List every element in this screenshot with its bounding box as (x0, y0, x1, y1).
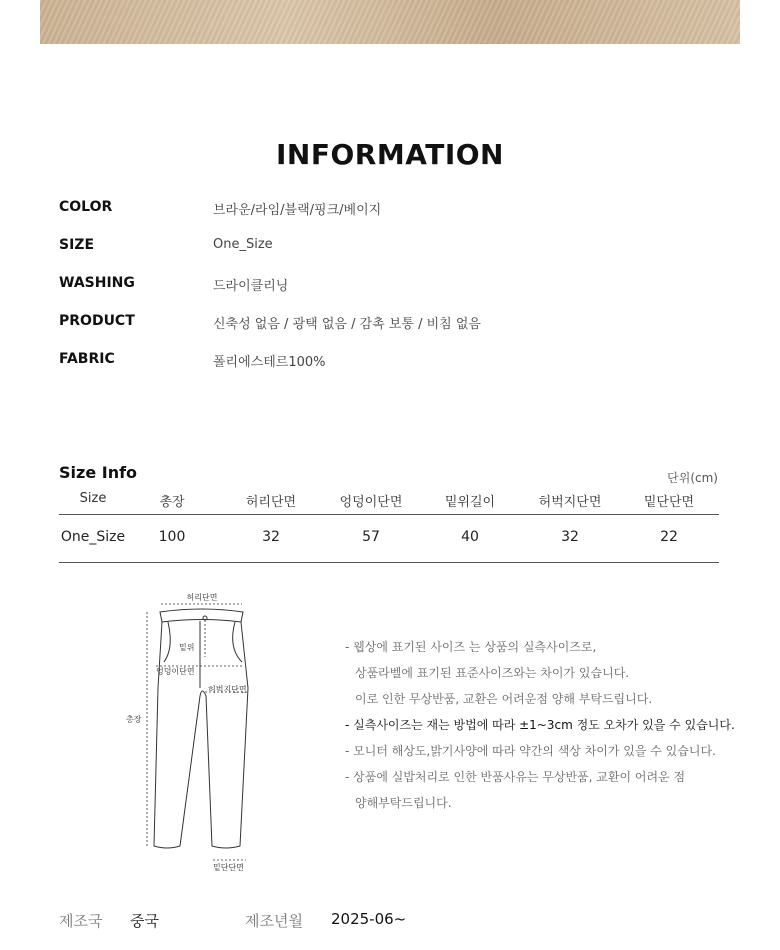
header-cell: 허리단면 (245, 495, 297, 510)
hem-label: 밑단단면 (213, 863, 244, 872)
info-value: 브라운/라임/블랙/핑크/베이지 (213, 203, 382, 218)
header-cell: 총장 (159, 495, 185, 510)
header-cell: 엉덩이단면 (339, 495, 403, 510)
info-label: WASHING (59, 275, 135, 291)
note-line: - 웹상에 표기된 사이즈 는 상품의 실측사이즈로, (345, 640, 597, 654)
unit-label: 단위(cm) (667, 471, 718, 485)
size-info-title: Size Info (59, 463, 138, 482)
size-table-header (59, 488, 719, 515)
table-cell: 40 (461, 529, 479, 545)
info-value: 드라이클리닝 (213, 279, 289, 294)
information-title: INFORMATION (276, 138, 504, 171)
note-line: - 모니터 해상도,밝기사양에 따라 약간의 색상 차이가 있을 수 있습니다. (345, 744, 716, 758)
table-cell: 100 (158, 529, 186, 545)
size-table (59, 488, 719, 563)
country-value: 중국 (130, 912, 159, 930)
pants-measurement-diagram (120, 588, 270, 878)
info-label: FABRIC (59, 351, 115, 367)
table-cell: 57 (362, 529, 380, 545)
pants-outline (154, 609, 248, 848)
header-cell: 허벅지단면 (538, 495, 602, 510)
table-row (59, 515, 719, 563)
country-label: 제조국 (59, 912, 103, 930)
note-line: 양해부탁드립니다. (355, 796, 452, 810)
rise-label: 밑위 (179, 643, 195, 652)
notes-list (345, 638, 765, 820)
length-label: 총장 (126, 715, 142, 724)
table-cell: One_Size (60, 529, 126, 545)
info-value: 신축성 없음 / 광택 없음 / 감촉 보통 / 비침 없음 (213, 317, 481, 332)
date-label: 제조년월 (245, 912, 303, 930)
header-cell: 밑위길이 (444, 495, 496, 510)
waist-label: 허리단면 (186, 593, 218, 602)
table-cell: 32 (561, 529, 579, 545)
note-line: - 상품에 실밥처리로 인한 반품사유는 무상반품, 교환이 어려운 점 (345, 770, 686, 784)
note-line-emphasis: - 실측사이즈는 재는 방법에 따라 ±1~3cm 정도 오차가 있을 수 있습니다. (345, 718, 735, 732)
header-cell: Size (79, 491, 107, 506)
thigh-label: 허벅지단면 (208, 685, 247, 694)
measure-guides (147, 604, 247, 860)
info-label: PRODUCT (59, 313, 135, 329)
table-cell: 32 (262, 529, 280, 545)
info-label: SIZE (59, 237, 95, 253)
date-value: 2025-06~ (331, 910, 407, 928)
note-line: 상품라벨에 표기된 표준사이즈와는 차이가 있습니다. (355, 666, 630, 680)
product-photo-strip (40, 0, 740, 44)
info-value: One_Size (213, 237, 273, 252)
info-label: COLOR (59, 199, 113, 215)
info-value: 폴리에스테르100% (213, 355, 326, 370)
note-line: 이로 인한 무상반품, 교환은 어려운점 양해 부탁드립니다. (355, 692, 653, 706)
table-cell: 22 (660, 529, 678, 545)
hip-label: 엉덩이단면 (156, 667, 195, 676)
header-cell: 밑단단면 (643, 495, 695, 510)
